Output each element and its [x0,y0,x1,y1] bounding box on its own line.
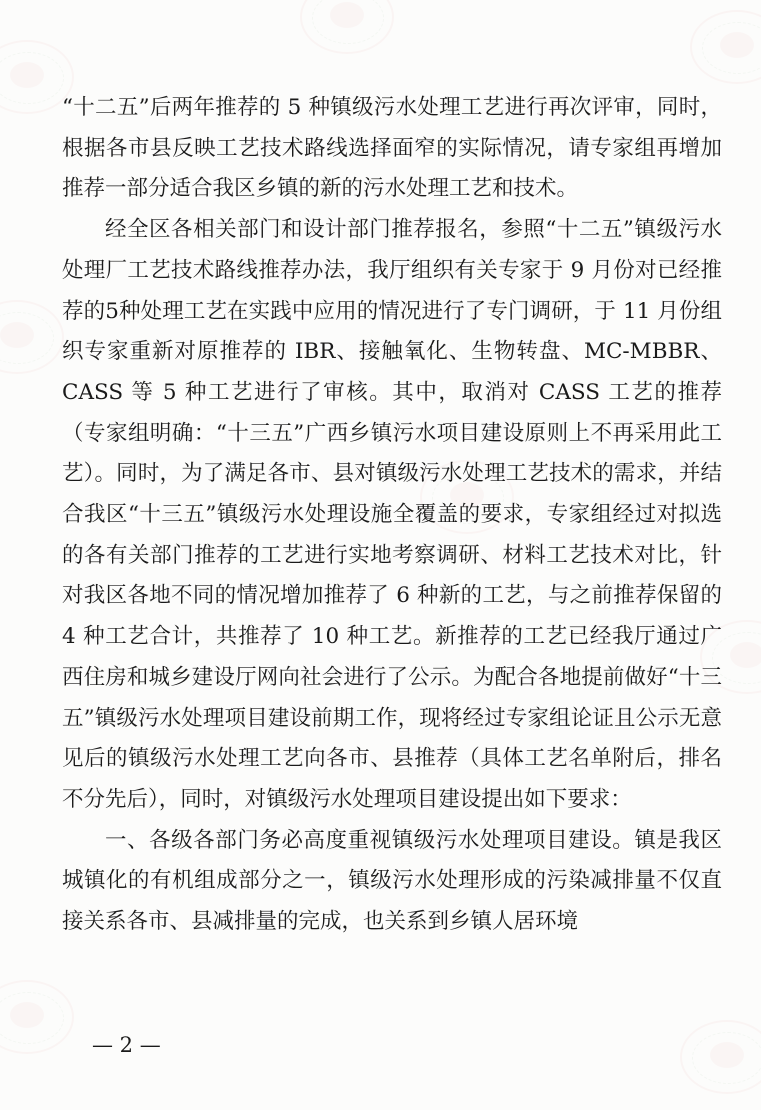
watermark-seal-bottom-right [680,1020,761,1094]
paragraph-requirement-one: 一、各级各部门务必高度重视镇级污水处理项目建设。镇是我区城镇化的有机组成部分之一，镇级污水处理形成的污染减排量不仅直接关系各市、县减排量的完成，也关系到乡镇人居环境 [62,827,722,935]
paragraph-review-process: 经全区各相关部门和设计部门推荐报名，参照“十二五”镇级污水处理厂工艺技术路线推荐办法，我厅组织有关专家于 9 月份对已经推荐的5种处理工艺在实践中应用的情况进行了专门调研，于 11 月份组织专家重新对原推荐的 IBR、接触氧化、生物转盘、MC-MBBR、CASS 等 5 种工艺进行了审核。其中，取消对 CASS 工艺的推荐（专家组明确：“十三五”广西乡镇污水项目建设原则上不再采用此工艺）。同时，为了满足各市、县对镇级污水处理工艺技术的需求，并结合我区“十三五”镇级污水处理设施全覆盖的要求，专家组经过对拟选的各有关部门推荐的工艺进行实地考察调研、材料工艺技术对比，针对我区各地不同的情况增加推荐了 6 种新的工艺，与之前推荐保留的 4 种工艺合计，共推荐了 10 种工艺。新推荐的工艺已经我厅通过广西住房和城乡建设厅网向社会进行了公示。为配合各地提前做好“十三五”镇级污水处理项目建设前期工作，现将经过专家组论证且公示无意见后的镇级污水处理工艺向各市、县推荐（具体工艺名单附后，排名不分先后），同时，对镇级污水处理项目建设提出如下要求： [62,217,722,812]
page-number: — 2 — [92,1033,161,1057]
watermark-seal-top-center [300,0,394,54]
body-text [62,88,722,943]
watermark-seal-left-mid [0,300,64,374]
watermark-seal-left-low [0,980,74,1054]
paragraph-continuation: “十二五”后两年推荐的 5 种镇级污水处理工艺进行再次评审，同时，根据各市县反映工艺技术路线选择面窄的实际情况，请专家组再增加推荐一部分适合我区乡镇的新的污水处理工艺和技术。 [62,95,722,202]
watermark-seal-top-right [690,10,761,84]
